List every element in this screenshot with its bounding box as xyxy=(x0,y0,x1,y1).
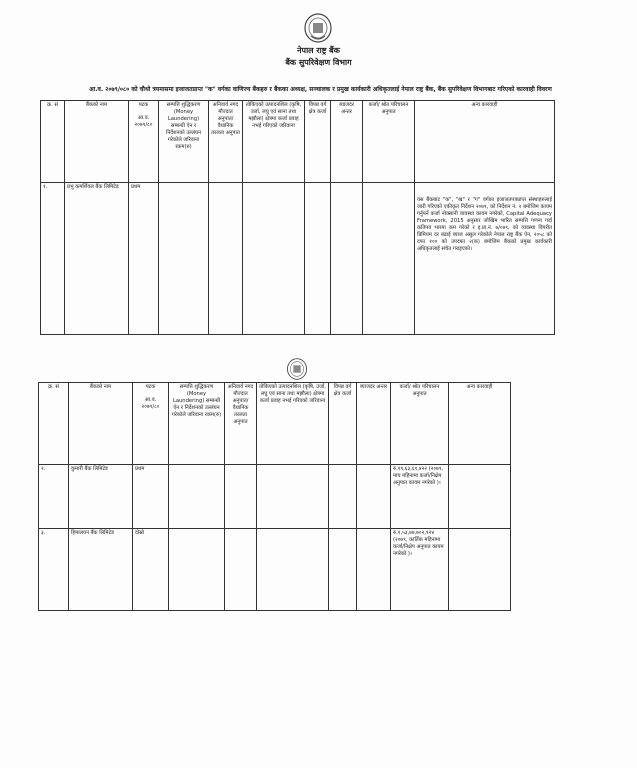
row-deprived xyxy=(329,465,357,529)
row-other-action xyxy=(449,465,511,529)
row-sn: २. xyxy=(39,465,69,529)
row-aml xyxy=(159,183,209,335)
row-sn: १. xyxy=(41,183,65,335)
col-crr-header: अनिवार्य नगद मौज्दात अनुपात/ वैधानिक तरलता अनुपात xyxy=(209,101,243,183)
col-other-action-header: अन्य कारवाही xyxy=(449,383,511,465)
col-aml-header: सम्पत्ति शुद्धिकरण (Money Laundering) सम्बन्धी ऐन र निर्देशनको उल्लंघन गरेकोले जरिवाना रकम(रु) xyxy=(159,101,209,183)
row-bank: हिमालयन बैंक लिमिटेड xyxy=(69,529,133,611)
col-productive-header: तोकिएको उत्पादनशिल (कृषि, उर्जा, लघु एवं साना तथा मझौला) क्षेत्रमा कर्जा प्रवाह नभई गरिएको जरिवाना xyxy=(243,101,305,183)
row-crr xyxy=(225,529,257,611)
table-row xyxy=(39,529,511,611)
row-cd-ratio: रु.१९,६३,६९,४२२ (२०७९, माघ महिनामा कर्जा/निक्षेप अनुपात कायम नगरेको )। xyxy=(391,465,449,529)
col-sn-header: क्र. सं xyxy=(39,383,69,465)
row-productive xyxy=(257,529,329,611)
row-aml xyxy=(169,465,225,529)
table-header-row xyxy=(41,101,555,183)
col-productive-header: तोकिएको उत्पादनशिल (कृषि, उर्जा, लघु एवं साना तथा मझौला) क्षेत्रमा कर्जा प्रवाह नभई गरिएको जरिवाना xyxy=(257,383,329,465)
col-times-label: पटक xyxy=(138,102,149,108)
row-bank: प्रभु कमर्शियल बैंक लिमिटेड xyxy=(65,183,129,335)
row-spread xyxy=(331,183,363,335)
col-times-header xyxy=(129,101,159,183)
row-times: प्रथम xyxy=(133,465,169,529)
row-deprived xyxy=(329,529,357,611)
row-productive xyxy=(257,465,329,529)
col-other-action-header: अन्य कारवाही xyxy=(415,101,555,183)
row-cd-ratio: रु.१,५३,७७,७०२,९२४ (२०७९, कार्तिक महिनामा कर्जा/निक्षेप अनुपात कायम नगरेको )। xyxy=(391,529,449,611)
col-times-period: आ.व. २०७९/८० xyxy=(134,115,153,128)
col-times-period: आ.व. २०७९/८० xyxy=(141,397,160,410)
nepal-rastra-bank-emblem-icon xyxy=(303,12,333,44)
row-other-action xyxy=(449,529,511,611)
row-spread xyxy=(357,465,391,529)
col-times-label: पटक xyxy=(145,384,156,390)
row-other-action: यस बैंकबाट "क", "ख" र "ग" वर्गका इजाजतपत्रप्राप्त संस्थाहरुलाई जारी गरिएको एकीकृत निर्देशन २०७९, को निर्देशन नं. २ बमोजिम कायम गर्नुपर्ने कर्जा नोक्सानी व्यवस्था कायम नगरेको, Capital Adequacy Framework, 2015 अनुसार जोखिम भारित सम्पत्ति गणना गर्दा कतिपय भारमा कम गरेको र इ.प्रा.नं. ७/०७९, को व्यवस्था विपरीत प्रिमियम दर बढाई ब्याज असुल गरेकोले नेपाल राष्ट्र बैंक ऐन, २०५८ को दफा १०० को उपदफा २(क) बमोजिम बैंकको प्रमुख कार्यकारी अधिकृतलाई सचेत गराइएको। xyxy=(415,183,555,335)
col-cd-ratio-header: कर्जा/ श्रोत परिचालन अनुपात xyxy=(391,383,449,465)
col-bank-header: बैंकको नाम xyxy=(65,101,129,183)
row-aml xyxy=(169,529,225,611)
row-times: प्रथम xyxy=(129,183,159,335)
table-row xyxy=(41,183,555,335)
row-sn: ३. xyxy=(39,529,69,611)
row-productive xyxy=(243,183,305,335)
row-times: दोस्रो xyxy=(133,529,169,611)
intro-heading: आ.व. २०७९/०८० को चौथो त्रयमासमा इजाजतप्राप्त "क" वर्गका वाणिज्य बैंकहरु र बैंकका अध्यक्ष, सञ्चालक र प्रमुख कार्यकारी अधिकृतलाई नेपाल राष्ट्र बैंक, बैंक सुपरिवेक्षण विभागबाट गरिएको कारवाही विवरण xyxy=(89,86,552,93)
table-row xyxy=(39,465,511,529)
table-header-row xyxy=(39,383,511,465)
action-table-page-1 xyxy=(40,100,555,335)
col-aml-header: सम्पत्ति शुद्धिकरण (Money Laundering) सम्बन्धी ऐन र निर्देशनको उल्लंघन गरेकोले जरिवाना रकम(रु) xyxy=(169,383,225,465)
row-cd-ratio xyxy=(363,183,415,335)
col-bank-header: बैंकको नाम xyxy=(69,383,133,465)
nepal-rastra-bank-emblem-icon-small xyxy=(286,357,308,381)
col-deprived-header: विपन्न वर्ग क्षेत्र कर्जा xyxy=(305,101,331,183)
row-crr xyxy=(225,465,257,529)
row-bank: कुमारी बैंक लिमिटेड xyxy=(69,465,133,529)
department-heading: बैंक सुपरिवेक्षण विभाग xyxy=(285,58,352,67)
bank-name-heading: नेपाल राष्ट्र बैंक xyxy=(297,46,340,55)
col-deprived-header: विपन्न वर्ग क्षेत्र कर्जा xyxy=(329,383,357,465)
row-spread xyxy=(357,529,391,611)
col-sn-header: क्र. सं xyxy=(41,101,65,183)
row-crr xyxy=(209,183,243,335)
row-deprived xyxy=(305,183,331,335)
col-spread-header: ब्याजदर अन्तर xyxy=(357,383,391,465)
col-cd-ratio-header: कर्जा/ श्रोत परिचालन अनुपात xyxy=(363,101,415,183)
col-times-header xyxy=(133,383,169,465)
action-table-page-2 xyxy=(38,382,511,611)
col-crr-header: अनिवार्य नगद मौज्दात अनुपात/ वैधानिक तरलता अनुपात xyxy=(225,383,257,465)
col-spread-header: ब्याजदर अन्तर xyxy=(331,101,363,183)
